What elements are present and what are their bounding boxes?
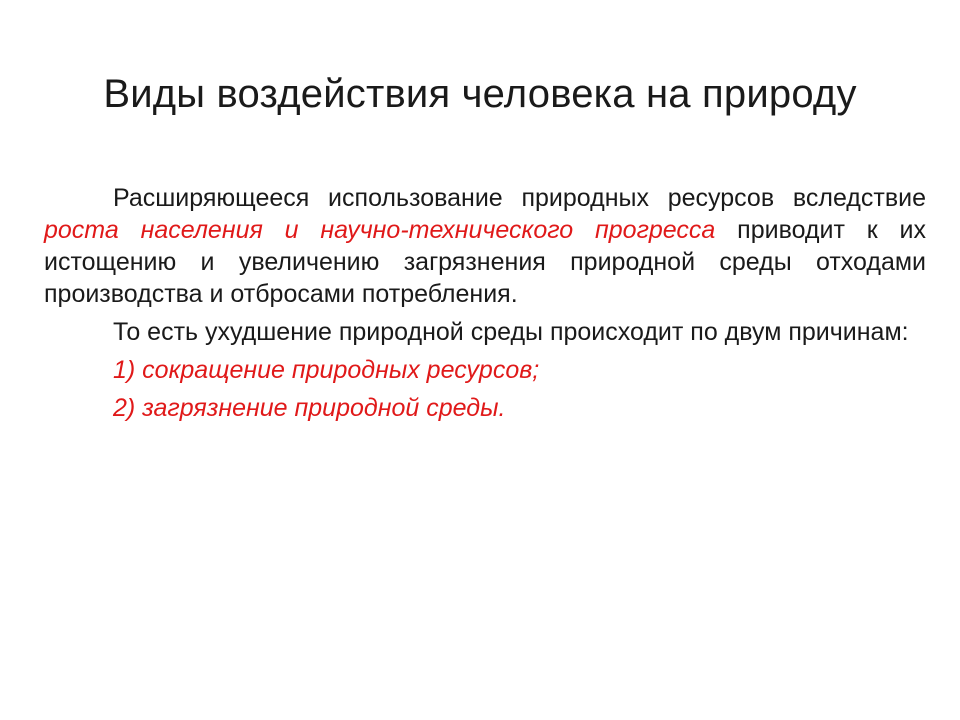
paragraph-resources-tail: приводит к их истощению и увеличению загрязнения природной среды отходами производства и отбросами потребления.: [44, 216, 926, 308]
slide-title: Виды воздействия человека на природу: [103, 72, 857, 116]
paragraph-causes-intro: То есть ухудшение природной среды происходит по двум причинам:: [113, 318, 909, 346]
paragraph-resources: [44, 182, 926, 310]
slide-body: [44, 182, 926, 430]
paragraph-resources-lead: Расширяющееся использование природных ресурсов вследствие: [113, 184, 926, 212]
cause-item-pollution: 2) загрязнение природной среды.: [113, 394, 506, 422]
highlight-growth-progress: роста населения и научно-технического прогресса: [44, 216, 716, 244]
cause-item-resources: 1) сокращение природных ресурсов;: [113, 356, 540, 384]
